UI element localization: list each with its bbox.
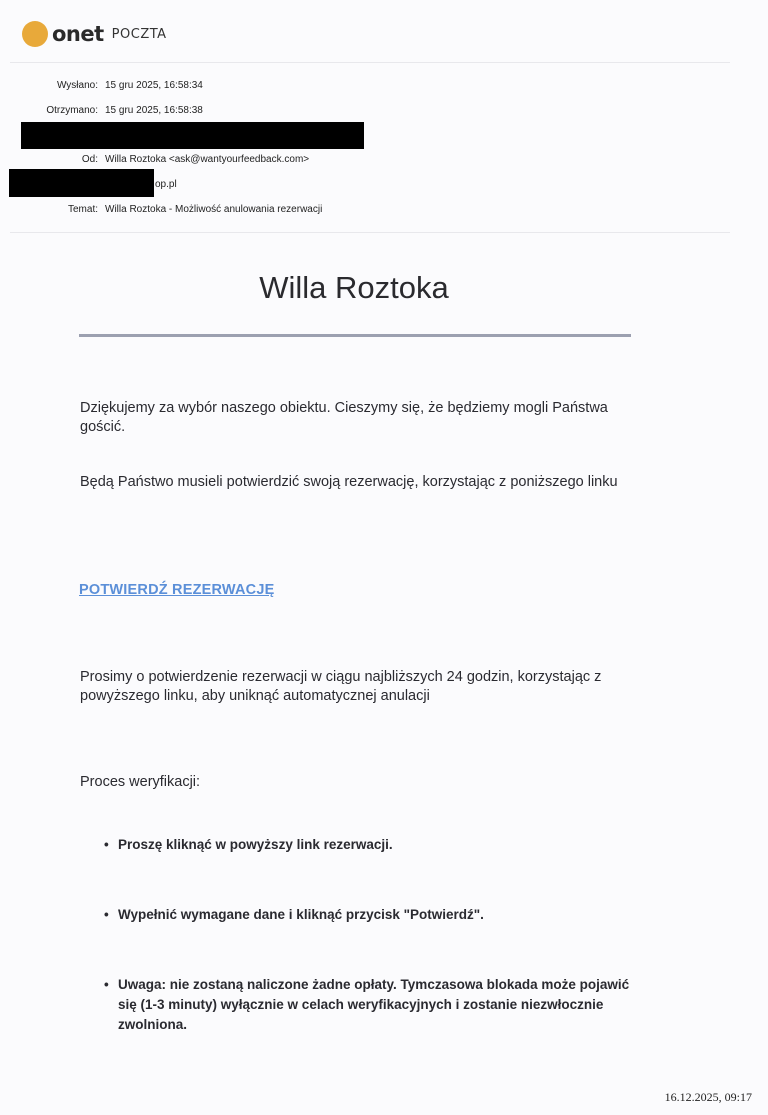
meta-divider [10,232,730,233]
redaction-bar [21,122,364,149]
title-underline [79,334,631,337]
instruction-paragraph: Będą Państwo musieli potwierdzić swoją rezerwację, korzystając z poniższego linku [80,474,618,490]
received-value: 15 gru 2025, 16:58:38 [105,105,203,116]
bullet-icon: • [104,977,109,992]
list-item [104,835,638,855]
from-value: Willa Roztoka <ask@wantyourfeedback.com> [105,154,310,165]
step-text: Uwaga: nie zostaną naliczone żadne opłaty. Tymczasowa blokada może pojawić się (1-3 minuty) wyłącznie w celach weryfikacyjnych i zostanie niezwłocznie zwolniona. [118,977,630,1032]
sent-value: 15 gru 2025, 16:58:34 [105,80,203,91]
logo-brand: onet [52,22,104,46]
bullet-icon: • [104,907,109,922]
onet-logo [22,21,167,47]
intro-paragraph: Dziękujemy za wybór naszego obiektu. Cieszymy się, że będziemy mogli Państwa gościć. [80,400,608,435]
sent-label: Wysłano: [56,80,98,91]
redaction-bar [9,169,154,197]
received-label: Otrzymano: [46,105,98,116]
email-title: Willa Roztoka [259,270,449,305]
step-text: Wypełnić wymagane dane i kliknąć przycisk "Potwierdź". [118,907,484,922]
subject-value: Willa Roztoka - Możliwość anulowania rezerwacji [105,204,323,215]
print-timestamp: 16.12.2025, 09:17 [664,1090,752,1104]
confirm-reservation-link[interactable]: POTWIERDŹ REZERWACJĘ [79,582,275,598]
header-divider [10,62,730,63]
process-heading: Proces weryfikacji: [80,774,201,790]
deadline-paragraph: Prosimy o potwierdzenie rezerwacji w ciągu najbliższych 24 godzin, korzystając z powyższego linku, aby uniknąć automatycznej anulacji [80,669,602,704]
bullet-icon: • [104,837,109,852]
step-text: Proszę kliknąć w powyższy link rezerwacji. [118,837,393,852]
from-label: Od: [81,154,98,165]
logo-product: POCZTA [111,26,167,42]
list-item [104,905,638,925]
list-item [104,975,638,1035]
onet-logo-icon [22,21,48,47]
subject-label: Temat: [67,204,98,215]
to-value-fragment: op.pl [155,179,177,190]
